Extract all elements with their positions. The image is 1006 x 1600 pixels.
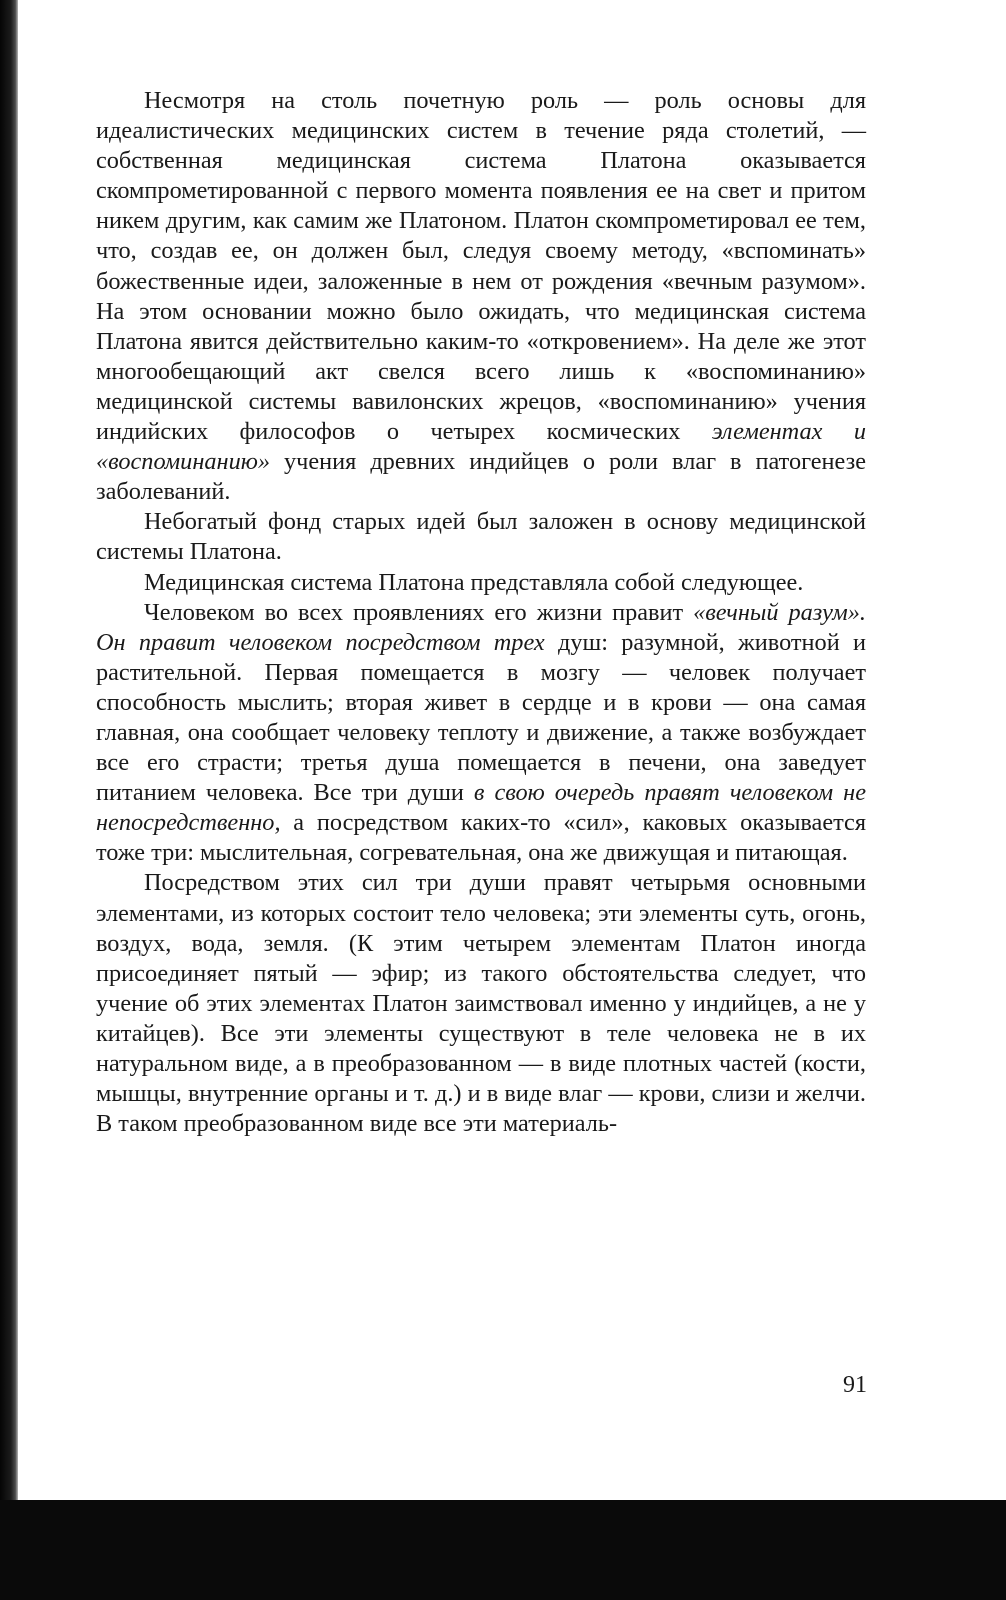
- paragraph: [96, 598, 866, 869]
- text-run: Посредством этих сил три души правят четырьмя основными элементами, из которых состоит тело человека; эти элементы суть, огонь, воздух, вода, земля. (К этим четырем элементам Платон иногда присоединяет пятый — эфир; из такого обстоятельства следует, что учение об этих элементах Платон заимствовал именно у индийцев, а не у китайцев). Все эти элементы существуют в теле человека не в их натуральном виде, а в преобразованном — в виде плотных частей (кости, мышцы, внутренние органы и т. д.) и в виде влаг — крови, слизи и желчи. В таком преобразованном виде все эти материаль-: [96, 869, 866, 1138]
- text-run: душ: разумной, животной и растительной. Первая помещается в мозгу — человек получает способность мыслить; вторая живет в сердце и в крови — она самая главная, она сообщает человеку теплоту и движение, а также возбуждает все его страсти; третья душа помещается в печени, она заведует питанием человека. Все три души: [96, 628, 866, 807]
- text-run: Несмотря на столь почетную роль — роль основы для идеалистических медицинских систем в течение ряда столетий, — собственная медицинская система Платона оказывается скомпрометированной с первого момента появления ее на свет и притом никем другим, как самим же Платоном. Платон скомпрометировал ее тем, что, создав ее, он должен был, следуя своему методу, «вспоминать» божественные идеи, заложенные в нем от рождения «вечным разумом». На этом основании можно было ожидать, что медицинская система Платона явится действительно каким-то «откровением». На деле же этот многообещающий акт свелся всего лишь к «воспоминанию» медицинской системы вавилонских жрецов, «воспоминанию» учения индийских философов о четырех космических: [96, 87, 866, 446]
- paragraph: [96, 868, 866, 1139]
- paragraph: [96, 507, 866, 567]
- italic-text-run: элементах и «воспоминанию»: [96, 418, 867, 476]
- paragraph: [96, 86, 866, 507]
- scan-bottom-edge: [0, 1500, 1006, 1600]
- italic-text-run: в свою очередь правят человеком не непосредственно,: [96, 779, 866, 837]
- text-run: Медицинская система Платона представляла собой следующее.: [144, 568, 804, 596]
- text-run: а посредством каких-то «сил», каковых оказывается тоже три: мыслительная, согревательная, она же движущая и питающая.: [96, 809, 866, 867]
- text-run: Человеком во всех проявлениях его жизни правит: [144, 598, 694, 626]
- scan-binding-edge: [0, 0, 18, 1600]
- page-number: 91: [843, 1372, 867, 1398]
- paragraph: [96, 568, 866, 598]
- page-text-body: [96, 86, 866, 1139]
- scan-right-margin: [988, 0, 1006, 1600]
- italic-text-run: «вечный разум». Он правит человеком посредством трех: [96, 598, 866, 656]
- text-run: учения древних индийцев о роли влаг в патогенезе заболеваний.: [96, 448, 866, 506]
- text-run: Небогатый фонд старых идей был заложен в основу медицинской системы Платона.: [96, 508, 866, 566]
